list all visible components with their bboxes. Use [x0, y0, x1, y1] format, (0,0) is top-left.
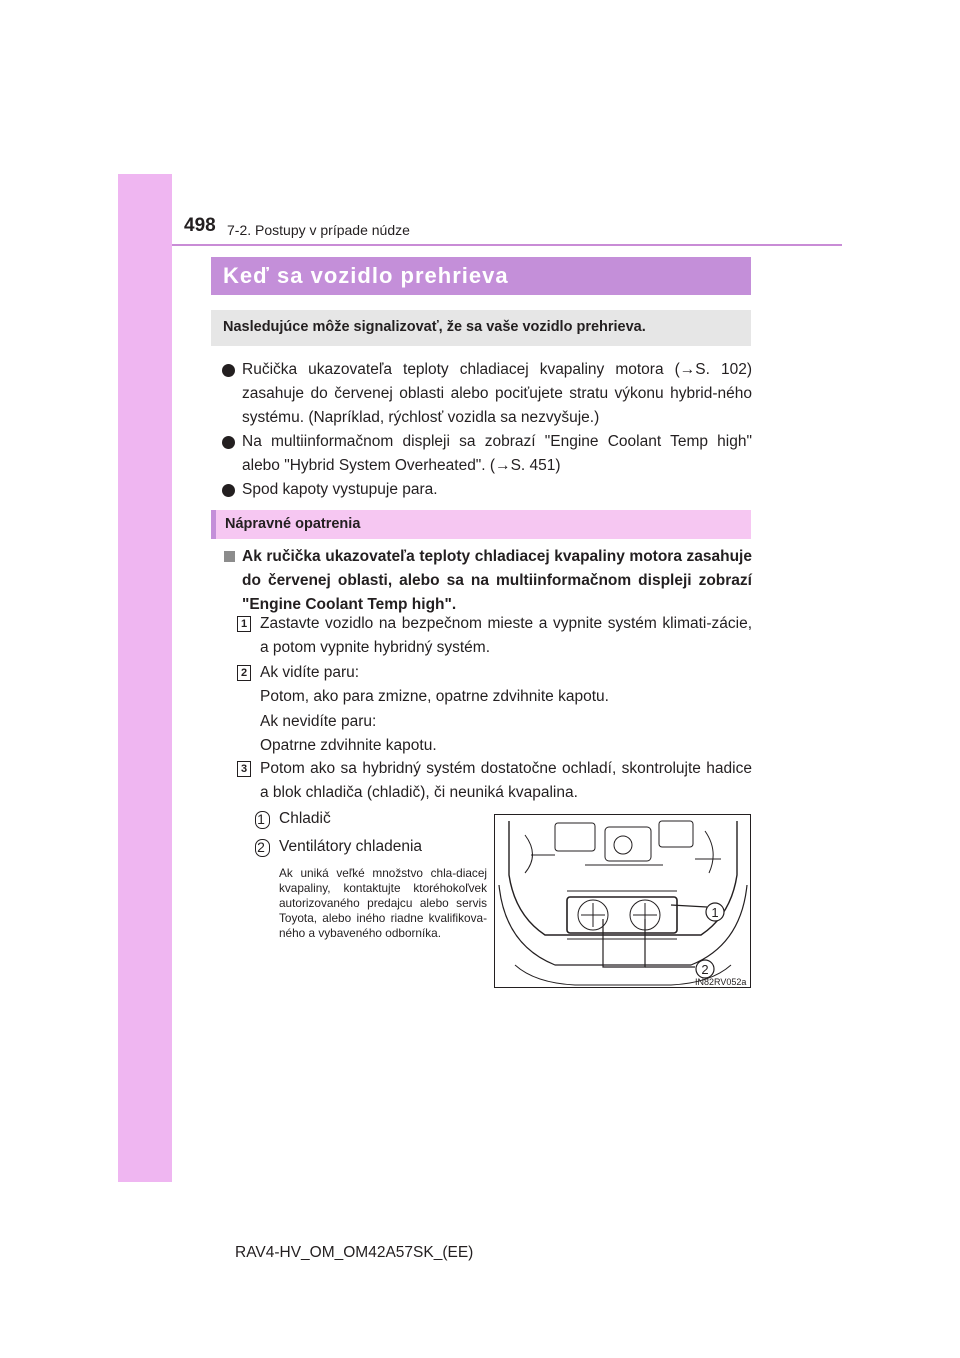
page-number: 498 [184, 215, 216, 236]
bullet-text: Ručička ukazovateľa teploty chladiacej kvapaliny motora (→S. 102) zasahuje do červenej oblasti alebo pociťujete stratu výkonu hybrid-ného systému. (Napríklad, rýchlosť vozidla sa nezvyšuje.) [242, 361, 752, 426]
remedy-title: Nápravné opatrenia [225, 516, 361, 532]
header-divider [172, 244, 842, 246]
intro-text: Nasledujúce môže signalizovať, že sa vaše vozidlo prehrieva. [223, 319, 646, 335]
bullet-icon [222, 484, 235, 497]
chapter-side-tab [118, 174, 172, 1182]
bullet-icon [222, 364, 235, 377]
section-title-band [211, 257, 751, 295]
chapter-title: 7-2. Postupy v prípade núdze [227, 222, 410, 238]
warning-note: Ak uniká veľké množstvo chla-diacej kvapaliny, kontaktujte ktoréhokoľvek autorizovaného predajcu alebo servis Toyota, alebo iného riadne kvalifikova-ného a vybaveného odborníka. [279, 866, 487, 940]
condition-text: Ak ručička ukazovateľa teploty chladiacej kvapaliny motora zasahuje do červenej oblasti, alebo sa na multiinformačnom displeji zobrazí "Engine Coolant Temp high". [242, 548, 752, 613]
intro-band [211, 310, 751, 346]
legend-label: Chladič [279, 810, 331, 827]
callout-label-2: 2 [701, 962, 709, 977]
section-title: Keď sa vozidlo prehrieva [223, 263, 509, 288]
step-text: Potom ako sa hybridný systém dostatočne ochladí, skontrolujte hadice a blok chladiča (chladič), či neuniká kvapalina. [260, 760, 752, 801]
square-bullet-icon [224, 551, 235, 562]
step-text: Ak nevidíte paru: [260, 713, 377, 730]
bullet-text: Spod kapoty vystupuje para. [242, 481, 438, 498]
document-id: RAV4-HV_OM_OM42A57SK_(EE) [235, 1244, 474, 1261]
list-item [222, 478, 752, 502]
condition-heading [222, 545, 752, 617]
bullet-icon [222, 436, 235, 449]
engine-bay-illustration [494, 814, 751, 988]
legend-number: 2 [254, 839, 268, 855]
step-number-badge: 3 [237, 761, 251, 777]
bullet-text: Na multiinformačnom displeji sa zobrazí "Engine Coolant Temp high" alebo "Hybrid System Overheated". (→S. 451) [242, 433, 752, 474]
step-text: Potom, ako para zmizne, opatrne zdvihnite kapotu. [260, 688, 609, 705]
step-number-badge: 2 [237, 665, 251, 681]
step-text: Ak vidíte paru: [260, 664, 360, 681]
figure-code: IN82RV052a [695, 977, 747, 987]
callout-1 [706, 903, 724, 921]
remedy-band [211, 510, 751, 539]
list-item [222, 430, 752, 478]
step-text: Opatrne zdvihnite kapotu. [260, 737, 437, 754]
callout-2 [696, 960, 714, 978]
engine-bay-drawing [495, 815, 751, 988]
legend-label: Ventilátory chladenia [279, 838, 423, 855]
callout-label-1: 1 [711, 905, 719, 920]
legend-number: 1 [254, 811, 268, 827]
list-item [222, 358, 752, 430]
step-text: Zastavte vozidlo na bezpečnom mieste a vypnite systém klimati-zácie, a potom vypnite hybridný systém. [260, 615, 752, 656]
step-number-badge: 1 [237, 616, 251, 632]
